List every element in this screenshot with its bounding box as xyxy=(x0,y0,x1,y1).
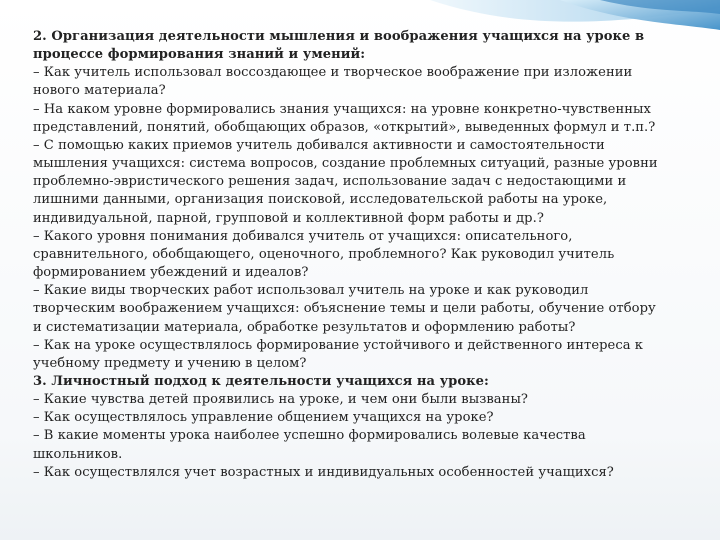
body-text-line: формированием убеждений и идеалов? xyxy=(33,265,309,281)
section-heading-line: процессе формирования знаний и умений: xyxy=(33,47,366,63)
body-text-line: – Как на уроке осуществлялось формирование устойчивого и действенного интереса к xyxy=(33,337,644,353)
body-text-line: – Какие чувства детей проявились на уроке, и чем они были вызваны? xyxy=(33,392,528,408)
body-text-line: учебному предмету и учению в целом? xyxy=(33,355,307,371)
body-text-line: творческим воображением учащихся: объяснение темы и цели работы, обучение отбору xyxy=(33,301,656,317)
body-text-line: индивидуальной, парной, групповой и коллективной форм работы и др.? xyxy=(33,210,544,226)
section-heading-line: 3. Личностный подход к деятельности учащихся на уроке: xyxy=(33,373,489,389)
section-heading-line: 2. Организация деятельности мышления и воображения учащихся на уроке в xyxy=(33,29,645,44)
body-text-line: – Какого уровня понимания добивался учитель от учащихся: описательного, xyxy=(33,228,573,244)
body-text-line: – На каком уровне формировались знания учащихся: на уровне конкретно-чувственных xyxy=(33,101,651,117)
body-text-line: проблемно-эвристического решения задач, использование задач с недостающими и xyxy=(33,174,627,190)
body-text-line: – Какие виды творческих работ использовал учитель на уроке и как руководил xyxy=(33,283,589,299)
body-text-line: – Как осуществлялся учет возрастных и индивидуальных особенностей учащихся? xyxy=(33,464,614,480)
body-text-line: – С помощью каких приемов учитель добивался активности и самостоятельности xyxy=(33,137,605,153)
body-text-line: нового материала? xyxy=(33,83,166,99)
body-text-line: – Как учитель использовал воссоздающее и творческое воображение при изложении xyxy=(33,65,633,81)
body-text-line: – В какие моменты урока наиболее успешно формировались волевые качества xyxy=(33,428,586,444)
body-text-line: сравнительного, обобщающего, оценочного, проблемного? Как руководил учитель xyxy=(33,246,615,262)
document-text-block xyxy=(33,28,703,482)
body-text-line: лишними данными, организация поисковой, исследовательской работы на уроке, xyxy=(33,192,608,208)
body-text-line: и систематизации материала, обработке результатов и оформлению работы? xyxy=(33,319,576,335)
body-text-line: представлений, понятий, обобщающих образов, «открытий», выведенных формул и т.п.? xyxy=(33,119,656,135)
body-text-line: мышления учащихся: система вопросов, создание проблемных ситуаций, разные уровни xyxy=(33,156,658,172)
body-text-line: школьников. xyxy=(33,446,123,462)
body-text-line: – Как осуществлялось управление общением учащихся на уроке? xyxy=(33,410,494,426)
